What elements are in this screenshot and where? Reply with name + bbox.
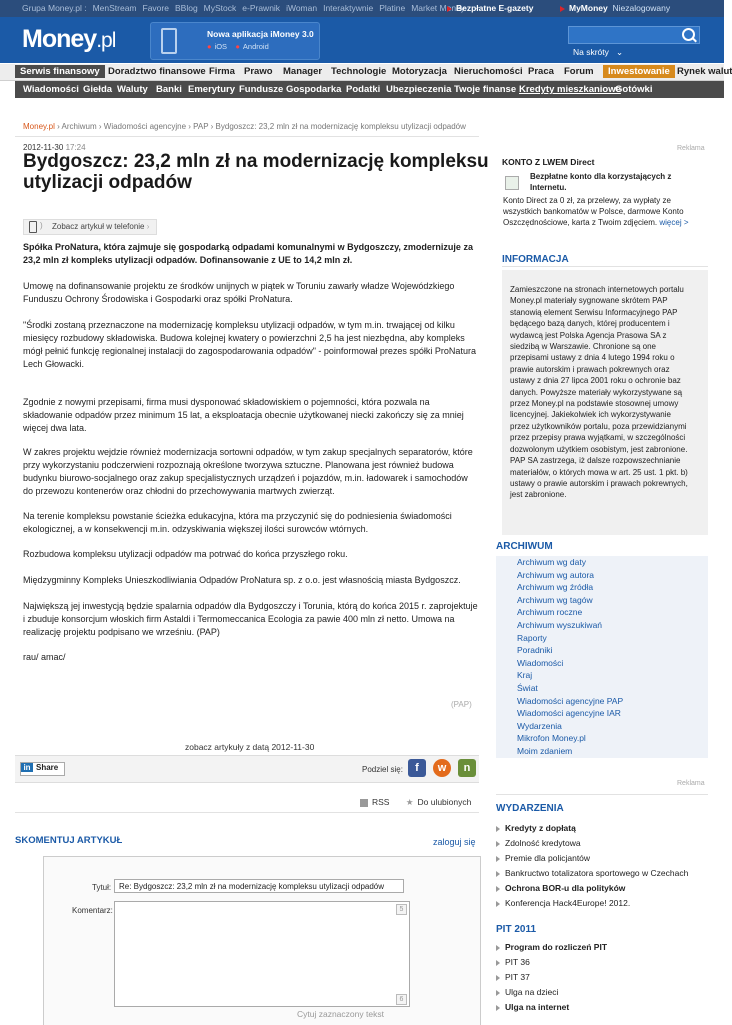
article-paragraph: "Środki zostaną przeznaczone na modernizację kompleksu utylizacji odpadów, w tym m.in. trwającej od kilku miesięcy rozbudowy składowiska. Budowa kolejnej kwatery o powierzchni 2,5 ha jest niezbędna, aby kompleks mógł pełnić funkcję regionalnej instalacji do zagospodarowania odpadów" - poinformował prezes spółki ProNatura Lech Głowacki. bbox=[23, 320, 476, 369]
divider bbox=[502, 266, 708, 267]
date-value: 2012-11-30 bbox=[23, 143, 64, 152]
archive-link[interactable]: Wiadomości agencyjne IAR bbox=[517, 708, 621, 719]
breadcrumb-separator-icon: › bbox=[208, 122, 216, 131]
subnav-item[interactable]: Fundusze bbox=[239, 84, 284, 95]
nav-item[interactable]: Doradztwo finansowe bbox=[108, 66, 206, 77]
article-paragraph: Największą jej inwestycją będzie spalarnia odpadów dla Bydgoszczy i Torunia, którą do końca 2015 r. zaprojektuje i zbuduje konsorcjum włoskich firm Astaldi i Termomeccanica Ecologia za pawie 400 mln zł netto. Umowa na realizację projektu podpisano we wrześniu. (PAP) bbox=[23, 601, 478, 637]
nav-item[interactable]: Inwestowanie bbox=[603, 65, 675, 78]
event-link[interactable]: Zdolność kredytowa bbox=[496, 838, 706, 848]
chevron-right-icon: › bbox=[146, 222, 150, 231]
article-title: Bydgoszcz: 23,2 mln zł na modernizację kompleksu utylizacji odpadów bbox=[23, 151, 489, 193]
breadcrumb-separator-icon: › bbox=[186, 122, 194, 131]
group-link[interactable]: Grupa Money.pl : bbox=[22, 3, 87, 13]
share-bar bbox=[15, 755, 479, 783]
comment-label: Komentarz: bbox=[72, 906, 113, 915]
event-link[interactable]: Premie dla policjantów bbox=[496, 853, 706, 863]
search-icon[interactable] bbox=[682, 28, 695, 41]
group-link[interactable]: MyStock bbox=[203, 3, 237, 13]
subnav-item[interactable]: Twoje finanse bbox=[454, 84, 517, 95]
linkedin-icon: in bbox=[21, 763, 33, 772]
konto-text bbox=[503, 195, 706, 228]
nav-item[interactable]: Nieruchomości bbox=[454, 66, 523, 77]
group-link[interactable]: e-Prawnik bbox=[242, 3, 281, 13]
rss-link[interactable]: RSS bbox=[372, 797, 390, 807]
archive-link[interactable]: Archiwum wg autora bbox=[517, 569, 595, 580]
shrink-icon[interactable]: 6 bbox=[396, 994, 407, 1005]
group-link[interactable]: Interaktywnie bbox=[323, 3, 374, 13]
archive-link[interactable]: Archiwum wyszukiwań bbox=[517, 619, 603, 630]
nav-item[interactable]: Prawo bbox=[244, 66, 273, 77]
article-paragraph: Na terenie kompleksu powstanie ścieżka edukacyjna, która ma przyczynić się do podniesienia świadomości ekologicznej, a w konsekwencji m.in. odzyskiwania większej ilości surowców wtórnych. bbox=[23, 511, 452, 534]
info-text: Zamieszczone na stronach internetowych portalu Money.pl materiały sygnowane skrótem PAP stanowią element Serwisu Informacyjnego PAP będącego bazą danych, której producentem i wydawcą jest Polska Agencja Prasowa SA z siedzibą w Warszawie. Chronione są one przepisami ustawy z dnia 4 lutego 1994 roku o prawie autorskim i prawach pokrewnych oraz ustawy z dnia 27 lipca 2001 roku o ochronie baz danych. Powyższe materiały wykorzystywane są przez Money.pl na podstawie stosownej umowy licencyjnej. Jakiekolwiek ich wykorzystywanie przez użytkowników portalu, poza przewidzianymi przez przepisy prawa wyjątkami, w szczególności dozwolonym użytkiem osobistym, jest zabronione. PAP SA zastrzega, iż dalsze rozpowszechnianie materiałów, o których mowa w art. 25 ust. 1 pkt. b) ustawy o prawie autorskim i prawach pokrewnych, jest zabronione. bbox=[510, 285, 688, 500]
group-link[interactable]: MenStream bbox=[92, 3, 137, 13]
share-label: Podziel się: bbox=[362, 765, 403, 774]
breadcrumb-item[interactable]: Archiwum bbox=[61, 122, 97, 131]
group-link[interactable]: Favore bbox=[142, 3, 169, 13]
group-link[interactable]: iWoman bbox=[286, 3, 318, 13]
archive-header: ARCHIWUM bbox=[496, 541, 553, 552]
main-nav bbox=[0, 64, 732, 81]
article-paragraph: W zakres projektu wejdzie również modernizacja sortowni odpadów, w tym zakup specjalnych separatorów, które przy wykorzystaniu podczerwieni rozpoznają określone tworzywa sztuczne. Planowana jest również budowa budynku biurowo-socjalnego oraz zakup specjalistycznych urządzeń i pojazdów, m.in. ładowarek i samochodów do przewozu kontenerów oraz chłodni do przechowywania martwych zwierząt. bbox=[23, 447, 473, 496]
archive-link[interactable]: Moim zdaniem bbox=[517, 745, 573, 756]
subnav-item[interactable]: Gospodarka bbox=[286, 84, 342, 95]
nav-item[interactable]: Rynek walut bbox=[677, 66, 732, 77]
article-source: (PAP) bbox=[451, 700, 472, 709]
archive-list bbox=[496, 556, 708, 758]
phone-link[interactable] bbox=[23, 219, 157, 235]
konto-more-link[interactable]: więcej > bbox=[659, 218, 689, 227]
imoney-platforms: ● iOS ● Android bbox=[207, 42, 269, 51]
egazety-label: Bezpłatne E-gazety bbox=[456, 3, 534, 13]
nav-item[interactable]: Forum bbox=[564, 66, 594, 77]
konto-image[interactable] bbox=[505, 176, 519, 190]
quote-button[interactable]: Cytuj zaznaczony tekst bbox=[297, 1009, 384, 1019]
archive-link[interactable]: Raporty bbox=[517, 632, 547, 643]
pit-link[interactable]: Ulga na dzieci bbox=[496, 987, 706, 997]
article-paragraph: Międzygminny Kompleks Unieszkodliwiania Odpadów ProNatura sp. z o.o. jest własnością miasta Bydgoszcz. bbox=[23, 575, 461, 585]
group-link[interactable]: BBlog bbox=[174, 3, 198, 13]
archive-link[interactable]: Kraj bbox=[517, 670, 533, 681]
wykop-icon[interactable]: w bbox=[433, 759, 451, 777]
pit-link[interactable]: PIT 36 bbox=[496, 957, 706, 967]
archive-link[interactable]: Archiwum roczne bbox=[517, 607, 583, 618]
site-logo[interactable] bbox=[22, 25, 115, 54]
breadcrumb-separator-icon: › bbox=[54, 122, 62, 131]
time-value: 17:24 bbox=[65, 143, 86, 152]
mymoney-link[interactable] bbox=[560, 3, 670, 13]
subnav-item[interactable]: Podatki bbox=[346, 84, 381, 95]
event-link[interactable]: Konferencja Hack4Europe! 2012. bbox=[496, 898, 706, 908]
linkedin-share-button[interactable] bbox=[20, 762, 65, 776]
ad-label: Reklama bbox=[677, 145, 705, 152]
login-status: Niezalogowany bbox=[612, 3, 671, 13]
expand-icon[interactable]: 5 bbox=[396, 904, 407, 915]
title-label: Tytuł: bbox=[92, 883, 112, 892]
group-link[interactable]: Platine bbox=[379, 3, 406, 13]
phone-link-label bbox=[52, 222, 149, 231]
pit-header: PIT 2011 bbox=[496, 924, 537, 935]
group-links bbox=[22, 3, 471, 13]
konto-headline[interactable]: Bezpłatne konto dla korzystających z Internetu. bbox=[530, 172, 672, 192]
info-box bbox=[502, 270, 708, 535]
breadcrumb-item[interactable]: Wiadomości agencyjne bbox=[103, 122, 187, 131]
subnav-item[interactable]: Giełda bbox=[83, 84, 113, 95]
breadcrumb-item[interactable]: PAP bbox=[193, 122, 209, 131]
event-link[interactable]: Bankructwo totalizatora sportowego w Czechach bbox=[496, 868, 706, 878]
ad-label: Reklama bbox=[677, 780, 705, 787]
blip-icon[interactable]: n bbox=[458, 759, 476, 777]
rss-icon bbox=[360, 799, 368, 807]
header bbox=[0, 17, 724, 63]
phone-icon bbox=[161, 28, 177, 54]
date-archive-link[interactable]: zobacz artykuły z datą 2012-11-30 bbox=[185, 742, 315, 752]
nav-item[interactable]: Technologie bbox=[331, 66, 387, 77]
article-paragraph: rau/ amac/ bbox=[23, 652, 66, 662]
star-icon: ★ bbox=[405, 797, 414, 807]
pit-link[interactable]: Program do rozliczeń PIT bbox=[496, 942, 706, 952]
subnav-item[interactable]: Gotówki bbox=[615, 84, 653, 95]
shortcuts-dropdown[interactable] bbox=[573, 47, 623, 58]
event-link[interactable]: Ochrona BOR-u dla polityków bbox=[496, 883, 706, 893]
archive-link[interactable]: Archiwum wg daty bbox=[517, 557, 586, 567]
subnav-item[interactable]: Wiadomości bbox=[23, 84, 79, 95]
mobile-icon bbox=[29, 221, 37, 233]
phone-link-text: Zobacz artykuł w telefonie bbox=[52, 222, 145, 231]
breadcrumb-separator-icon: › bbox=[96, 122, 104, 131]
konto-header[interactable]: KONTO Z LWEM Direct bbox=[502, 157, 595, 167]
article-paragraph: Zgodnie z nowymi przepisami, firma musi dysponować składowiskiem o pojemności, która pozwala na składowanie odpadów przez minimum 15 lat, a eksploatacja obecnie użytkowanej niecki zakończy się za mniej więcej dwa lata. bbox=[23, 397, 464, 433]
archive-link[interactable]: Poradniki bbox=[517, 645, 553, 656]
egazety-link[interactable] bbox=[447, 3, 533, 13]
nav-item[interactable]: Praca bbox=[528, 66, 554, 77]
nav-item[interactable]: Motoryzacja bbox=[392, 66, 447, 77]
signal-icon: ) bbox=[40, 221, 43, 230]
sub-nav bbox=[15, 81, 724, 98]
nav-item[interactable]: Serwis finansowy bbox=[15, 65, 105, 78]
article-paragraph: Rozbudowa kompleksu utylizacji odpadów ma potrwać do końca przyszłego roku. bbox=[23, 549, 348, 559]
search-input[interactable] bbox=[568, 26, 700, 44]
linkedin-label: Share bbox=[36, 763, 59, 772]
info-header: INFORMACJA bbox=[502, 254, 569, 265]
group-link[interactable]: Market Money bbox=[411, 3, 466, 13]
comment-header: SKOMENTUJ ARTYKUŁ bbox=[15, 835, 123, 846]
rss-fav-row bbox=[360, 797, 471, 808]
subnav-item[interactable]: Waluty bbox=[117, 84, 148, 95]
events-header: WYDARZENIA bbox=[496, 803, 564, 814]
chevron-down-icon: ⌄ bbox=[616, 47, 624, 57]
arrow-icon bbox=[560, 6, 565, 12]
archive-link[interactable]: Mikrofon Money.pl bbox=[517, 733, 586, 744]
archive-link[interactable]: Archiwum wg tagów bbox=[517, 594, 593, 605]
imoney-title: Nowa aplikacja iMoney 3.0 bbox=[207, 29, 314, 39]
logo-main: Money bbox=[22, 25, 97, 53]
pit-link[interactable]: PIT 37 bbox=[496, 972, 706, 982]
login-link[interactable]: zaloguj się bbox=[433, 837, 476, 847]
event-link[interactable]: Kredyty z dopłatą bbox=[496, 823, 706, 833]
archive-link[interactable]: Wydarzenia bbox=[517, 720, 562, 731]
article-paragraph: Umowę na dofinansowanie projektu ze środków unijnych w piątek w Toruniu zawarły władze Wojewódzkiego Funduszu Ochrony Środowiska i Gospodarki oraz spółki ProNatura. bbox=[23, 281, 455, 304]
konto-body: Konto Direct za 0 zł, za przelewy, za wypłaty ze wszystkich bankomatów w Polsce, darmowe Konto Oszczędnościowe, karta z Twoim zdjęciem. bbox=[503, 196, 684, 227]
breadcrumb-home[interactable]: Money.pl bbox=[23, 122, 55, 131]
subnav-item[interactable]: Banki bbox=[156, 84, 182, 95]
comment-textarea[interactable] bbox=[114, 901, 410, 1007]
pit-link[interactable]: Ulga na internet bbox=[496, 1002, 706, 1012]
ios-label: iOS bbox=[214, 42, 228, 51]
breadcrumb-item: Bydgoszcz: 23,2 mln zł na modernizację kompleksu utylizacji odpadów bbox=[215, 122, 466, 131]
article-lead: Spółka ProNatura, która zajmuje się gospodarką odpadami komunalnymi w Bydgoszczy, zmodernizuje za 23,2 mln zł kompleks utylizacji odpadów. Dofinansowanie z UE to 14,2 mln zł. bbox=[23, 242, 473, 265]
mymoney-label: MyMoney bbox=[569, 3, 608, 13]
breadcrumb bbox=[23, 122, 466, 131]
nav-item[interactable]: Firma bbox=[209, 66, 235, 77]
divider bbox=[15, 136, 479, 137]
favorites-link[interactable]: Do ulubionych bbox=[417, 797, 472, 807]
comment-title-input[interactable]: Re: Bydgoszcz: 23,2 mln zł na modernizację kompleksu utylizacji odpadów bbox=[114, 879, 404, 893]
subnav-item[interactable]: Kredyty mieszkaniowe bbox=[519, 84, 621, 95]
archive-link[interactable]: Archiwum wg źródła bbox=[517, 582, 594, 593]
shortcuts-label: Na skróty bbox=[573, 47, 609, 57]
archive-link[interactable]: Wiadomości bbox=[517, 657, 564, 668]
imoney-banner[interactable] bbox=[150, 22, 320, 60]
top-bar bbox=[0, 0, 724, 17]
nav-item[interactable]: Manager bbox=[283, 66, 323, 77]
subnav-item[interactable]: Ubezpieczenia bbox=[386, 84, 452, 95]
archive-link[interactable]: Świat bbox=[517, 682, 538, 693]
android-label: Android bbox=[242, 42, 269, 51]
subnav-item[interactable]: Emerytury bbox=[188, 84, 235, 95]
facebook-icon[interactable]: f bbox=[408, 759, 426, 777]
arrow-icon bbox=[447, 6, 452, 12]
archive-link[interactable]: Wiadomości agencyjne PAP bbox=[517, 695, 624, 706]
logo-suffix: .pl bbox=[96, 29, 116, 52]
divider bbox=[15, 812, 479, 813]
divider bbox=[496, 794, 708, 795]
